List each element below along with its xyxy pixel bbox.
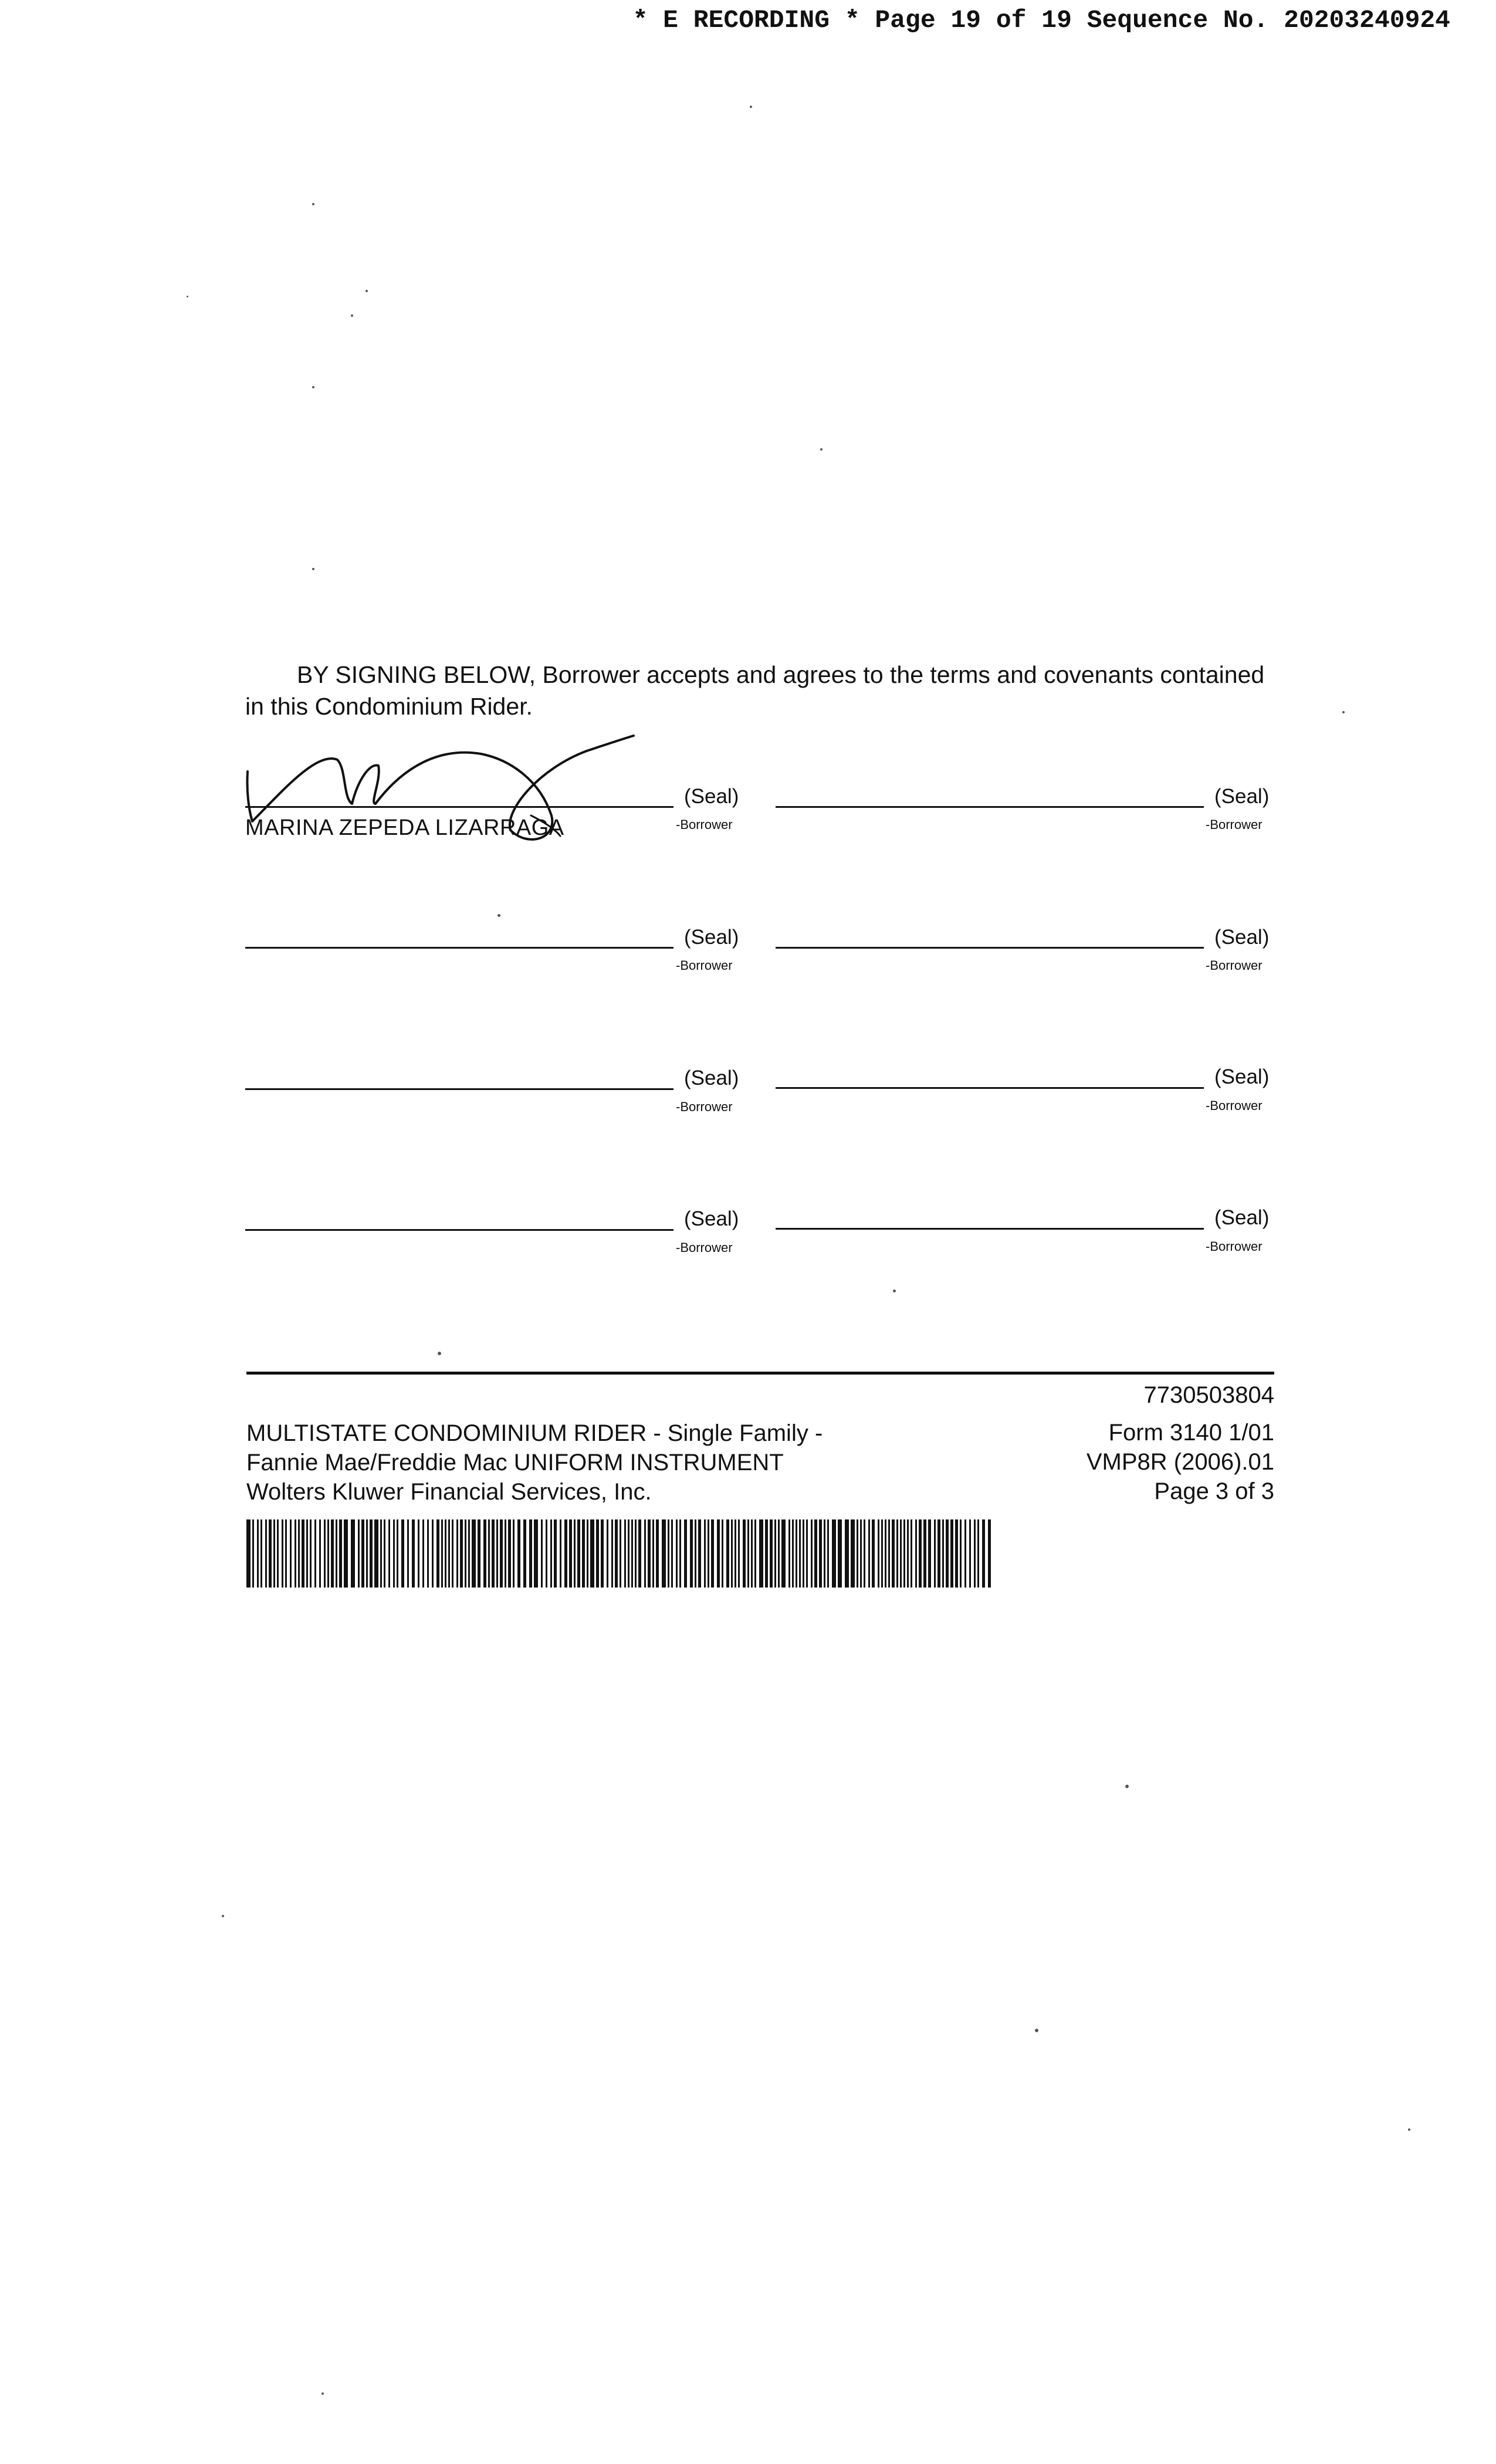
scan-speck xyxy=(820,448,823,451)
scan-speck xyxy=(222,1915,224,1917)
seal-label: (Seal) xyxy=(1214,1206,1270,1229)
barcode-bar xyxy=(269,1519,272,1588)
barcode-bar xyxy=(577,1519,580,1588)
barcode-bar xyxy=(554,1519,557,1588)
barcode-bar xyxy=(601,1519,604,1588)
barcode-bar xyxy=(872,1519,875,1588)
barcode-bar xyxy=(631,1519,633,1588)
barcode-bar xyxy=(704,1519,706,1588)
barcode-bar xyxy=(743,1519,746,1588)
barcode-bar xyxy=(624,1519,626,1588)
barcode-bar xyxy=(684,1519,687,1588)
seal-label: (Seal) xyxy=(1214,926,1270,949)
barcode-bar xyxy=(648,1519,651,1588)
barcode-bar xyxy=(508,1519,511,1588)
barcode-bar xyxy=(738,1519,740,1588)
scan-speck xyxy=(1408,2128,1410,2131)
barcode-bar xyxy=(465,1519,466,1588)
seal-label: (Seal) xyxy=(684,926,739,949)
barcode-bar xyxy=(988,1519,991,1588)
barcode-bar xyxy=(851,1519,855,1588)
barcode-bar xyxy=(911,1519,912,1588)
barcode-bar xyxy=(541,1519,543,1588)
signature-line-4-right xyxy=(776,1228,1204,1230)
barcode-bar xyxy=(393,1519,395,1588)
scan-speck xyxy=(893,1289,896,1292)
barcode-bar xyxy=(896,1519,898,1588)
barcode-bar xyxy=(513,1519,515,1588)
barcode-bar xyxy=(257,1519,259,1588)
barcode-bar xyxy=(628,1519,629,1588)
barcode-bar xyxy=(452,1519,453,1588)
scan-speck xyxy=(750,106,752,108)
borrower-label: -Borrower xyxy=(1206,817,1263,832)
barcode-bar xyxy=(803,1519,804,1588)
barcode-bar xyxy=(590,1519,594,1588)
barcode-bar xyxy=(401,1519,404,1588)
signing-statement xyxy=(245,659,1278,722)
borrower-label: -Borrower xyxy=(1206,958,1263,973)
form-title-line: MULTISTATE CONDOMINIUM RIDER - Single Family - xyxy=(246,1420,823,1446)
barcode-bar xyxy=(644,1519,646,1588)
barcode-bar xyxy=(814,1519,817,1588)
barcode-bar xyxy=(928,1519,931,1588)
barcode-bar xyxy=(698,1519,701,1588)
barcode-bar xyxy=(505,1519,506,1588)
barcode-bar xyxy=(969,1519,971,1588)
signer-name: MARINA ZEPEDA LIZARRAGA xyxy=(245,815,564,840)
barcode-bar xyxy=(436,1519,439,1588)
scan-speck xyxy=(312,568,314,570)
borrower-label: -Borrower xyxy=(1206,1239,1263,1254)
barcode-bar xyxy=(488,1519,490,1588)
barcode-bar xyxy=(708,1519,709,1588)
barcode-bar xyxy=(298,1519,300,1588)
barcode-bar xyxy=(574,1519,576,1588)
barcode-bar xyxy=(868,1519,870,1588)
barcode-bar xyxy=(923,1519,926,1588)
form-title-line: Fannie Mae/Freddie Mac UNIFORM INSTRUMENT xyxy=(246,1450,784,1475)
page-info: Page 3 of 3 xyxy=(1154,1478,1274,1504)
barcode-bar xyxy=(937,1519,940,1588)
scan-speck xyxy=(312,386,314,388)
barcode-bar xyxy=(358,1519,360,1588)
barcode-bar xyxy=(560,1519,561,1588)
barcode-bar xyxy=(788,1519,790,1588)
barcode-bar xyxy=(754,1519,756,1588)
barcode-bar xyxy=(860,1519,862,1588)
borrower-label: -Borrower xyxy=(676,1099,733,1114)
barcode-bar xyxy=(295,1519,296,1588)
barcode-bar xyxy=(441,1519,443,1588)
barcode-bar xyxy=(260,1519,262,1588)
barcode-bar xyxy=(676,1519,678,1588)
form-number: Form 3140 1/01 xyxy=(1108,1420,1274,1446)
barcode-bar xyxy=(472,1519,476,1588)
barcode-bar xyxy=(759,1519,763,1588)
signature-line-2-left xyxy=(245,947,673,949)
borrower-label: -Borrower xyxy=(676,958,733,973)
scan-speck xyxy=(321,2392,324,2395)
signature-line-3-right xyxy=(776,1087,1204,1089)
barcode-bar xyxy=(881,1519,883,1588)
barcode-bar xyxy=(478,1519,480,1588)
barcode-bar xyxy=(845,1519,849,1588)
barcode-bar xyxy=(366,1519,368,1588)
barcode-bar xyxy=(857,1519,858,1588)
barcode-bar xyxy=(282,1519,283,1588)
scan-speck xyxy=(1125,1785,1129,1788)
barcode-bar xyxy=(523,1519,526,1588)
barcode-bar xyxy=(460,1519,463,1588)
barcode-bar xyxy=(285,1519,287,1588)
barcode-bar xyxy=(620,1519,621,1588)
barcode-bar xyxy=(635,1519,637,1588)
barcode-bar xyxy=(384,1519,385,1588)
barcode-bar xyxy=(934,1519,936,1588)
barcode-bar xyxy=(711,1519,714,1588)
barcode-bar xyxy=(888,1519,890,1588)
barcode-bar xyxy=(731,1519,733,1588)
barcode-bar xyxy=(361,1519,364,1588)
barcode-bar xyxy=(277,1519,279,1588)
barcode-bar xyxy=(314,1519,316,1588)
barcode-bar xyxy=(331,1519,334,1588)
barcode-bar xyxy=(265,1519,267,1588)
barcode-bar xyxy=(811,1519,813,1588)
form-info xyxy=(1087,1380,1274,1506)
barcode-bar xyxy=(690,1519,693,1588)
barcode-bar xyxy=(290,1519,292,1588)
barcode-bar xyxy=(517,1519,520,1588)
barcode-bar xyxy=(468,1519,470,1588)
barcode-bar xyxy=(380,1519,382,1588)
form-title-block xyxy=(246,1419,823,1507)
form-version: VMP8R (2006).01 xyxy=(1086,1449,1274,1475)
barcode-bar xyxy=(456,1519,458,1588)
barcode-bar xyxy=(838,1519,842,1588)
barcode-bar xyxy=(806,1519,808,1588)
barcode-bar xyxy=(448,1519,450,1588)
barcode-bar xyxy=(339,1519,342,1588)
barcode-bar xyxy=(751,1519,753,1588)
barcode-bar xyxy=(327,1519,329,1588)
barcode-bar xyxy=(412,1519,415,1588)
barcode-bar xyxy=(596,1519,599,1588)
barcode-bar xyxy=(529,1519,532,1588)
seal-label: (Seal) xyxy=(684,785,739,808)
barcode-bar xyxy=(324,1519,326,1588)
barcode-bar xyxy=(668,1519,669,1588)
barcode-bar xyxy=(774,1519,776,1588)
barcode-bar xyxy=(735,1519,736,1588)
seal-label: (Seal) xyxy=(1214,785,1270,808)
barcode-bar xyxy=(919,1519,922,1588)
barcode-bar xyxy=(582,1519,585,1588)
barcode-bar xyxy=(407,1519,409,1588)
barcode-bar xyxy=(422,1519,424,1588)
barcode-bar xyxy=(273,1519,275,1588)
loan-number: 7730503804 xyxy=(1143,1382,1274,1408)
barcode-bar xyxy=(747,1519,749,1588)
barcode-bar xyxy=(982,1519,985,1588)
barcode-bar xyxy=(796,1519,797,1588)
barcode-bar xyxy=(765,1519,768,1588)
barcode-bar xyxy=(907,1519,909,1588)
barcode-bar xyxy=(388,1519,390,1588)
borrower-label: -Borrower xyxy=(676,817,733,832)
barcode-bar xyxy=(824,1519,825,1588)
barcode-bar xyxy=(827,1519,829,1588)
barcode-bar xyxy=(397,1519,398,1588)
barcode-bar xyxy=(878,1519,879,1588)
barcode-bar xyxy=(607,1519,608,1588)
barcode-bar xyxy=(671,1519,673,1588)
barcode-bar xyxy=(770,1519,773,1588)
barcode-bar xyxy=(319,1519,321,1588)
barcode-bar xyxy=(679,1519,681,1588)
signature-line-3-left xyxy=(245,1088,673,1090)
barcode-bar xyxy=(496,1519,498,1588)
barcode-bar xyxy=(587,1519,588,1588)
barcode-bar xyxy=(310,1519,312,1588)
barcode-bar xyxy=(695,1519,696,1588)
borrower-label: -Borrower xyxy=(676,1240,733,1255)
signature-line-1-left xyxy=(245,806,673,808)
barcode-bar xyxy=(726,1519,729,1588)
barcode-bar xyxy=(778,1519,780,1588)
signature-line-2-right xyxy=(776,947,1204,949)
form-barcode xyxy=(246,1519,993,1588)
barcode-bar xyxy=(960,1519,962,1588)
barcode-bar xyxy=(832,1519,836,1588)
barcode-bar xyxy=(885,1519,886,1588)
barcode-bar xyxy=(500,1519,503,1588)
barcode-bar xyxy=(374,1519,378,1588)
barcode-bar xyxy=(656,1519,659,1588)
signing-statement-text: BY SIGNING BELOW, Borrower accepts and agrees to the terms and covenants contained in this Condominium Rider. xyxy=(245,661,1265,720)
barcode-bar xyxy=(799,1519,801,1588)
barcode-bar xyxy=(652,1519,654,1588)
footer-rule xyxy=(246,1372,1274,1375)
barcode-bar xyxy=(336,1519,337,1588)
barcode-bar xyxy=(492,1519,495,1588)
barcode-bar xyxy=(903,1519,905,1588)
scan-speck xyxy=(351,314,353,317)
barcode-bar xyxy=(306,1519,308,1588)
barcode-bar xyxy=(351,1519,355,1588)
scan-speck xyxy=(497,914,500,917)
barcode-bar xyxy=(717,1519,720,1588)
barcode-bar xyxy=(246,1519,251,1588)
barcode-bar xyxy=(418,1519,419,1588)
barcode-bar xyxy=(252,1519,254,1588)
barcode-bar xyxy=(977,1519,979,1588)
barcode-bar xyxy=(946,1519,949,1588)
scan-speck xyxy=(187,296,188,297)
barcode-bar xyxy=(611,1519,613,1588)
recording-header: * E RECORDING * Page 19 of 19 Sequence No. 20203240924 xyxy=(632,6,1450,35)
barcode-bar xyxy=(302,1519,304,1588)
barcode-bar xyxy=(550,1519,552,1588)
barcode-bar xyxy=(445,1519,446,1588)
barcode-bar xyxy=(615,1519,618,1588)
barcode-bar xyxy=(638,1519,641,1588)
borrower-label: -Borrower xyxy=(1206,1098,1263,1113)
barcode-bar xyxy=(892,1519,895,1588)
barcode-bar xyxy=(344,1519,348,1588)
barcode-bar xyxy=(900,1519,902,1588)
scan-speck xyxy=(365,290,368,292)
barcode-bar xyxy=(534,1519,538,1588)
barcode-bar xyxy=(964,1519,966,1588)
barcode-bar xyxy=(974,1519,976,1588)
scan-speck xyxy=(312,203,314,205)
barcode-bar xyxy=(950,1519,953,1588)
barcode-bar xyxy=(792,1519,794,1588)
barcode-bar xyxy=(915,1519,917,1588)
form-title-line: Wolters Kluwer Financial Services, Inc. xyxy=(246,1479,652,1505)
seal-label: (Seal) xyxy=(684,1207,739,1230)
barcode-bar xyxy=(546,1519,547,1588)
barcode-bar xyxy=(819,1519,822,1588)
signature-line-4-left xyxy=(245,1229,673,1231)
barcode-bar xyxy=(427,1519,429,1588)
seal-label: (Seal) xyxy=(684,1067,739,1089)
scan-speck xyxy=(438,1352,441,1355)
barcode-bar xyxy=(662,1519,666,1588)
seal-label: (Seal) xyxy=(1214,1065,1270,1088)
signature-line-1-right xyxy=(776,806,1204,808)
scan-speck xyxy=(1342,711,1345,713)
barcode-bar xyxy=(483,1519,486,1588)
barcode-bar xyxy=(432,1519,434,1588)
barcode-bar xyxy=(781,1519,786,1588)
barcode-bar xyxy=(370,1519,373,1588)
barcode-bar xyxy=(569,1519,572,1588)
barcode-bar xyxy=(955,1519,958,1588)
barcode-bar xyxy=(942,1519,944,1588)
scan-speck xyxy=(1035,2029,1038,2032)
barcode-bar xyxy=(564,1519,567,1588)
barcode-bar xyxy=(864,1519,865,1588)
barcode-bar xyxy=(722,1519,723,1588)
